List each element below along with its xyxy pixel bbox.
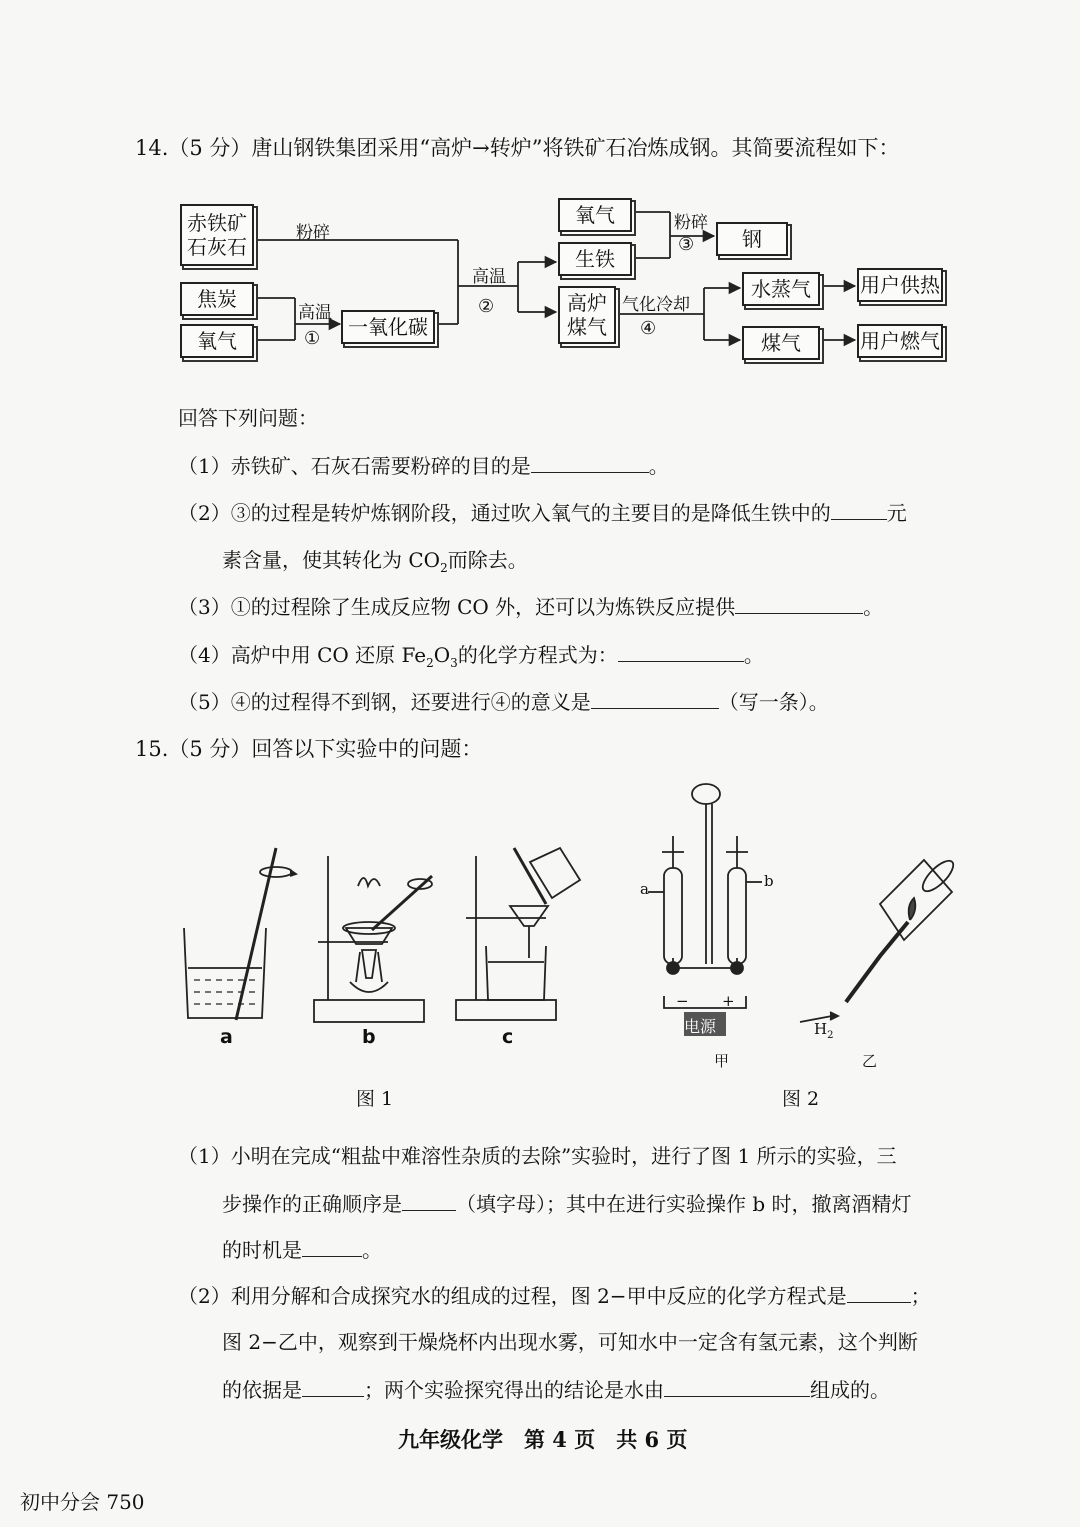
q14-sub4-b: O xyxy=(433,643,451,667)
q14-sub4-a: （4）高炉中用 CO 还原 Fe xyxy=(178,643,427,667)
q14-sub5-end: （写一条）。 xyxy=(718,690,829,714)
q14-sub5-text: （5）④的过程得不到钢，还要进行④的意义是 xyxy=(178,690,591,714)
subscript: 2 xyxy=(827,1030,834,1041)
q14-sub1-text: （1）赤铁矿、石灰石需要粉碎的目的是 xyxy=(178,454,531,478)
q15-sub2-l3a: 的依据是 xyxy=(222,1378,302,1402)
fig2-h2 xyxy=(814,1020,833,1041)
h2-text: H xyxy=(814,1020,828,1038)
fig1-caption: 图 1 xyxy=(356,1088,394,1110)
fig2-side-b: b xyxy=(764,872,774,890)
steam-text: 水蒸气 xyxy=(751,277,811,301)
q14-sub2-end: 元 xyxy=(886,501,907,525)
label-step1: ① xyxy=(304,328,321,349)
label-step4: ④ xyxy=(640,318,657,339)
q15-sub2-line1 xyxy=(178,1280,931,1309)
oxygen2-text: 氧气 xyxy=(575,203,615,227)
q15-sub2-l1a: （2）利用分解和合成探究水的组成的过程，图 2−甲中反应的化学方程式是 xyxy=(178,1284,847,1308)
q14-sub2-l2a: 素含量，使其转化为 CO xyxy=(222,548,441,572)
fig1-label-b: b xyxy=(362,1026,376,1048)
q15-sub2-l1b: ； xyxy=(910,1284,931,1308)
q14-sub2-text: （2）③的过程是转炉炼钢阶段，通过吹入氧气的主要目的是降低生铁中的 xyxy=(178,501,831,525)
coke-text: 焦炭 xyxy=(197,287,237,311)
q14-sub3-end: 。 xyxy=(863,595,884,619)
q14-prompt: 回答下列问题： xyxy=(178,406,318,430)
label-step2: ② xyxy=(478,296,495,317)
pigiron-text: 生铁 xyxy=(575,247,615,271)
fig2-power: 电源 xyxy=(684,1017,717,1036)
q14-sub4-end: 。 xyxy=(743,643,764,667)
answer-blank[interactable] xyxy=(302,1378,364,1397)
label-crush2: 粉碎 xyxy=(674,213,708,233)
ore-line1: 赤铁矿 xyxy=(187,211,247,235)
q15-sub1-line3 xyxy=(222,1234,382,1263)
subscript: 2 xyxy=(440,561,448,575)
answer-blank[interactable] xyxy=(847,1284,911,1303)
label-crush1: 粉碎 xyxy=(296,223,330,243)
q15-sub2-line2: 图 2−乙中，观察到干燥烧杯内出现水雾，可知水中一定含有氢元素，这个判断 xyxy=(222,1330,918,1354)
q15-sub2-l3c: 组成的。 xyxy=(810,1378,890,1402)
bfgas-line2: 煤气 xyxy=(567,315,607,339)
q15-sub2-line3 xyxy=(222,1374,890,1403)
q15-sub1-l2b: （填字母）；其中在进行实验操作 b 时，撤离酒精灯 xyxy=(456,1192,912,1216)
fig2-yi: 乙 xyxy=(862,1052,878,1070)
fig2-plus: + xyxy=(722,992,735,1010)
ore-line2: 石灰石 xyxy=(187,235,247,259)
q14-header: 14.（5 分）唐山钢铁集团采用“高炉→转炉”将铁矿石冶炼成钢。其简要流程如下： xyxy=(135,136,900,160)
q14-sub3-text: （3）①的过程除了生成反应物 CO 外，还可以为炼铁反应提供 xyxy=(178,595,736,619)
q15-sub1-l2a: 步操作的正确顺序是 xyxy=(222,1192,402,1216)
answer-blank[interactable] xyxy=(402,1192,456,1211)
answer-blank[interactable] xyxy=(664,1378,810,1397)
steel-text: 钢 xyxy=(742,227,762,251)
q14-sub4-c: 的化学方程式为： xyxy=(457,643,618,667)
q15-sub1-line1: （1）小明在完成“粗盐中难溶性杂质的去除”实验时，进行了图 1 所示的实验，三 xyxy=(178,1144,897,1168)
q15-sub1-l3a: 的时机是 xyxy=(222,1238,302,1262)
fig2-minus: − xyxy=(676,992,689,1010)
bfgas-line1: 高炉 xyxy=(567,291,607,315)
q15-sub1-l3b: 。 xyxy=(362,1238,382,1262)
watermark-text: 初中分会 750 xyxy=(20,1490,145,1514)
q15-sub1-line2 xyxy=(222,1188,912,1217)
label-hightemp1: 高温 xyxy=(298,303,332,323)
fuel-text: 用户燃气 xyxy=(860,329,940,353)
q15-header: 15.（5 分）回答以下实验中的问题： xyxy=(135,737,483,761)
gas-text: 煤气 xyxy=(761,331,801,355)
page-footer: 九年级化学 第 4 页 共 6 页 xyxy=(398,1427,688,1452)
fig2-caption: 图 2 xyxy=(782,1088,820,1110)
q14-sub2-l2b: 而除去。 xyxy=(447,548,528,572)
subscript: 3 xyxy=(450,656,458,670)
answer-blank[interactable] xyxy=(302,1238,362,1257)
heat-text: 用户供热 xyxy=(860,273,940,297)
label-gasify: 气化冷却 xyxy=(622,295,690,315)
fig1-label-a: a xyxy=(220,1026,233,1048)
label-step3: ③ xyxy=(678,234,695,255)
fig2-side-a: a xyxy=(640,880,649,898)
q15-sub2-l3b: ；两个实验探究得出的结论是水由 xyxy=(364,1378,664,1402)
fig1-label-c: c xyxy=(502,1026,514,1048)
co-text: 一氧化碳 xyxy=(348,315,428,339)
q14-sub1-end: 。 xyxy=(648,454,669,478)
oxygen1-text: 氧气 xyxy=(197,329,237,353)
label-hightemp2: 高温 xyxy=(472,267,506,287)
fig2-jia: 甲 xyxy=(714,1052,730,1070)
subscript: 2 xyxy=(426,656,434,670)
